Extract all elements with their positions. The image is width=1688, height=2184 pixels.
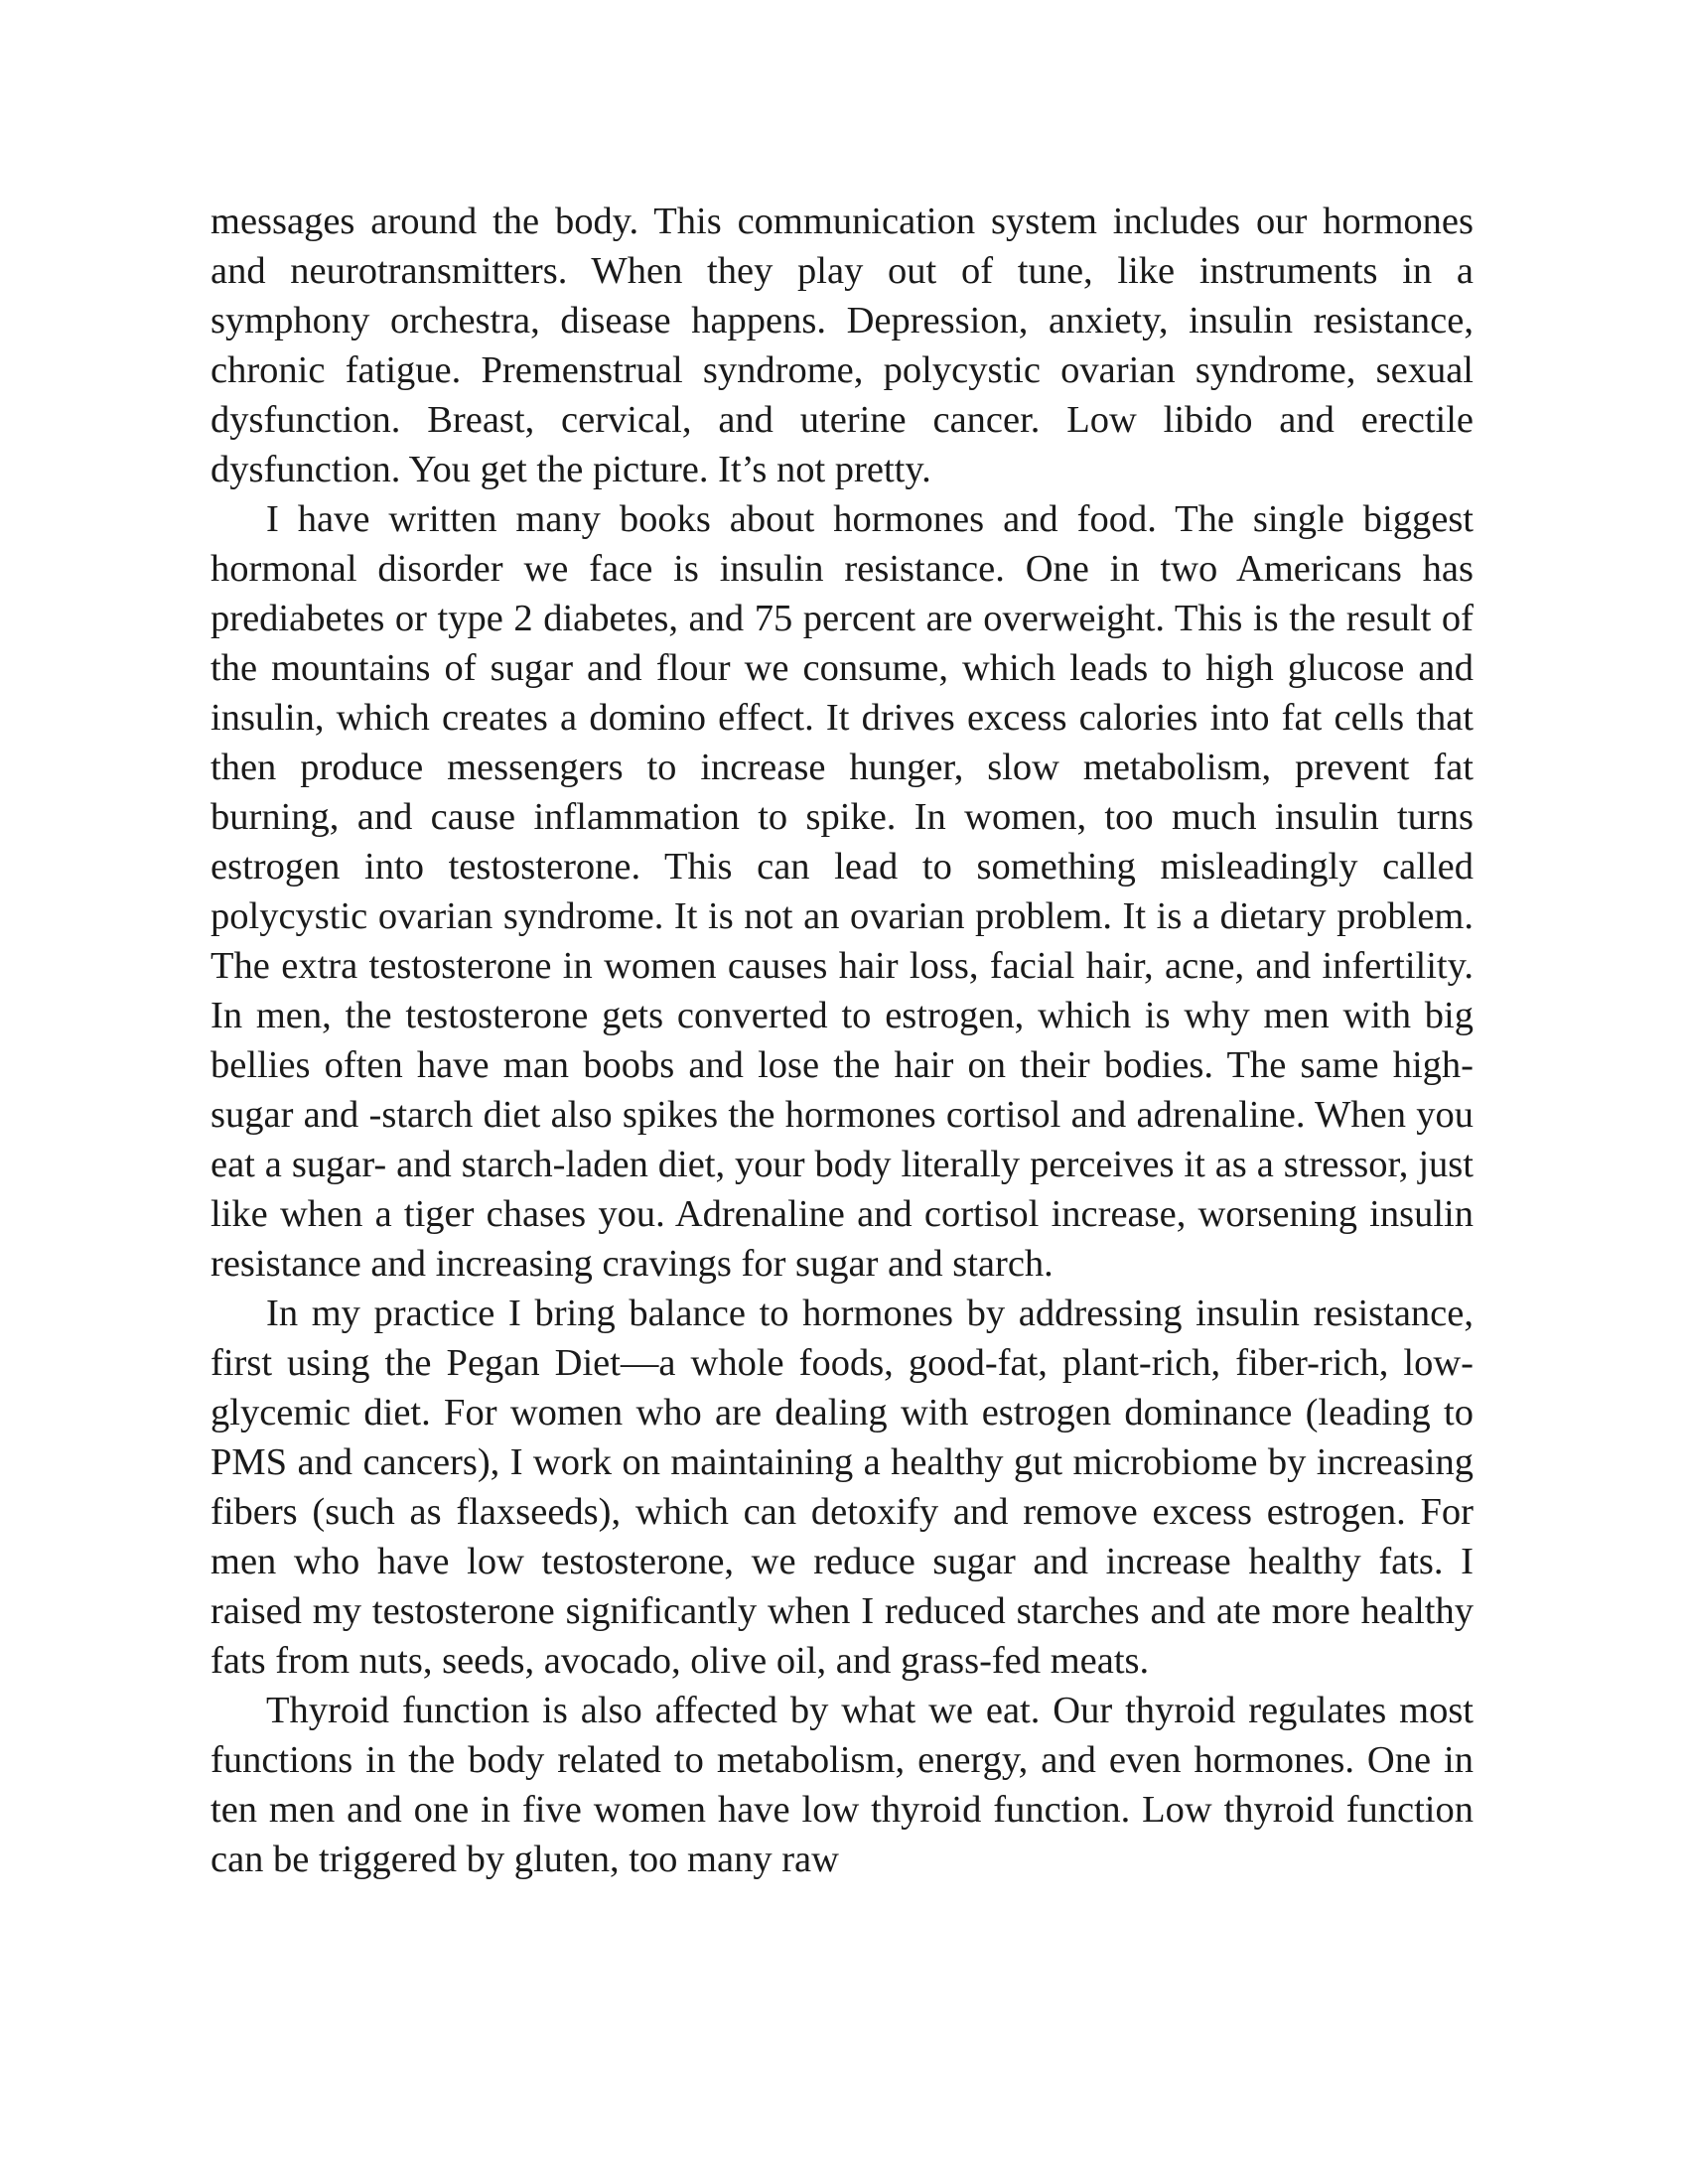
page-body <box>211 197 1474 1884</box>
paragraph-practice: In my practice I bring balance to hormones by addressing insulin resistance, first using the Pegan Diet—a whole foods, good-fat, plant-rich, fiber-rich, low-glycemic diet. For women who are dealing with estrogen dominance (leading to PMS and cancers), I work on maintaining a healthy gut microbiome by increasing fibers (such as flaxseeds), which can detoxify and remove excess estrogen. For men who have low testosterone, we reduce sugar and increase healthy fats. I raised my testosterone significantly when I reduced starches and ate more healthy fats from nuts, seeds, avocado, olive oil, and grass-fed meats. <box>211 1293 1474 1682</box>
paragraph-thyroid: Thyroid function is also affected by what we eat. Our thyroid regulates most functions in the body related to metabolism, energy, and even hormones. One in ten men and one in five women have low thyroid function. Low thyroid function can be triggered by gluten, too many raw <box>211 1690 1474 1880</box>
paragraph-continued: messages around the body. This communication system includes our hormones and neurotransmitters. When they play out of tune, like instruments in a symphony orchestra, disease happens. Depression, anxiety, insulin resistance, chronic fatigue. Premenstrual syndrome, polycystic ovarian syndrome, sexual dysfunction. Breast, cervical, and uterine cancer. Low libido and erectile dysfunction. You get the picture. It’s not pretty. <box>211 201 1474 490</box>
paragraph-insulin-resistance: I have written many books about hormones and food. The single biggest hormonal disorder we face is insulin resistance. One in two Americans has prediabetes or type 2 diabetes, and 75 percent are overweight. This is the result of the mountains of sugar and flour we consume, which leads to high glucose and insulin, which creates a domino effect. It drives excess calories into fat cells that then produce messengers to increase hunger, slow metabolism, prevent fat burning, and cause inflammation to spike. In women, too much insulin turns estrogen into testosterone. This can lead to something misleadingly called polycystic ovarian syndrome. It is not an ovarian problem. It is a dietary problem. The extra testosterone in women causes hair loss, facial hair, acne, and infertility. In men, the testosterone gets converted to estrogen, which is why men with big bellies often have man boobs and lose the hair on their bodies. The same high-sugar and -starch diet also spikes the hormones cortisol and adrenaline. When you eat a sugar- and starch-laden diet, your body literally perceives it as a stressor, just like when a tiger chases you. Adrenaline and cortisol increase, worsening insulin resistance and increasing cravings for sugar and starch. <box>211 498 1474 1285</box>
